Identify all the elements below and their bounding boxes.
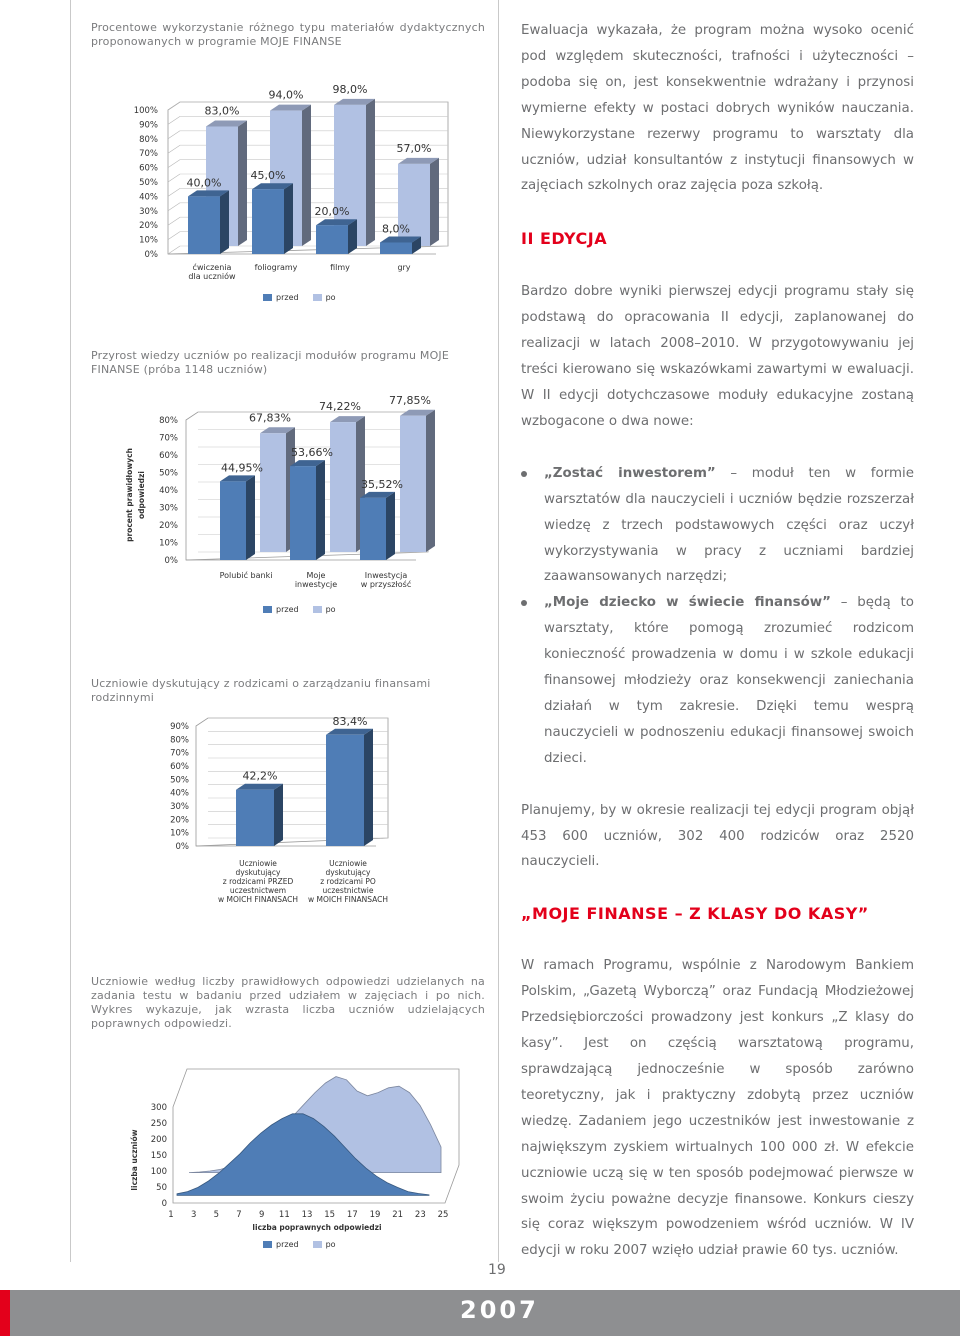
bar-przed (360, 498, 386, 560)
legend-before-swatch (263, 1241, 272, 1248)
category-label: z rodzicami PRZED (222, 877, 294, 886)
footer-accent (0, 1290, 10, 1336)
y-tick-label: 40% (139, 192, 158, 203)
y-tick-label: 150 (150, 1151, 167, 1161)
section-heading-konkurs: „MOJE FINANSE – Z KLASY DO KASY” (521, 904, 869, 924)
bar (236, 790, 274, 846)
category-label: w przyszłość (360, 580, 412, 589)
footer-bar (0, 1290, 960, 1336)
bar-przed-side (348, 219, 357, 254)
y-tick-label: 60% (159, 451, 178, 461)
chart1-caption: Procentowe wykorzystanie różnego typu materiałów dydaktycznych proponowanych w programie MOJE FINANSE (91, 21, 485, 48)
grid-diagonal (168, 131, 180, 139)
category-label: gry (397, 263, 411, 272)
data-label-po: 94,0% (268, 88, 304, 102)
chart3-caption: Uczniowie dyskutujący z rodzicami o zarządzaniu finansami rodzinnymi (91, 677, 431, 704)
legend-before-label: przed (276, 293, 299, 302)
y-tick-label: 80% (139, 134, 158, 145)
bullet-title: „Zostać inwestorem” (544, 465, 716, 481)
y-tick-label: 40% (159, 486, 178, 496)
y-tick-label: 10% (139, 235, 158, 246)
y-tick-label: 20% (159, 521, 178, 531)
category-label: dyskutujący (325, 868, 371, 877)
bullet-text: – moduł ten w formie warsztatów dla nauczycieli i uczniów będzie rozszerzał wiedzę z trzech podstawowych części oraz uczył wykorzystywania w pracy z uczniami bardziej zaawansowanych narzędzi; (544, 465, 914, 585)
bar-przed-side (284, 183, 293, 254)
data-label: 42,2% (242, 769, 278, 783)
y-tick-label: 100% (133, 106, 158, 116)
data-label-przed: 45,0% (250, 169, 286, 183)
y-tick-label: 70% (170, 748, 189, 759)
y-tick-label: 20% (170, 815, 189, 826)
article-column (521, 18, 914, 1264)
intro-paragraph: Ewaluacja wykazała, że program można wysoko ocenić pod względem skuteczności, trafności i użyteczności – podoba się on, jest konsekwentnie wdrażany i przynosi wymierne efekty w postaci dobrych wyników nauczania. Niewykorzystane rezerwy programu to warsztaty dla uczniów, udział konsultantów z instytucji finansowych w zajęciach szkolnych oraz zajęcia poza szkołą. (521, 23, 914, 194)
x-axis-title: liczba poprawnych odpowiedzi (252, 1223, 382, 1232)
x-tick-label: 7 (236, 1210, 242, 1220)
grid-diagonal (168, 246, 180, 254)
data-label-przed: 40,0% (186, 176, 222, 190)
bar-przed-side (220, 190, 229, 254)
category-label: uczestnictwie (322, 886, 374, 895)
bar-po-side (426, 410, 435, 552)
y-tick-label: 0% (164, 556, 178, 566)
bar-przed-side (386, 492, 395, 560)
grid-diagonal (168, 116, 180, 124)
bullet-title: „Moje dziecko w świecie finansów” (544, 595, 831, 611)
bar-po-side (238, 120, 247, 246)
data-label-po: 74,22% (319, 400, 361, 414)
data-label-przed: 20,0% (314, 205, 350, 219)
category-label: dyskutujący (235, 868, 281, 877)
x-tick-label: 5 (213, 1210, 220, 1220)
x-tick-label: 25 (437, 1210, 449, 1220)
grid-diagonal (168, 188, 180, 196)
data-label-przed: 35,52% (361, 477, 403, 491)
grid-diagonal (168, 160, 180, 168)
y-tick-label: 50% (170, 775, 189, 786)
bar-po (260, 433, 286, 552)
grid-diagonal (168, 232, 180, 240)
bar-przed (316, 225, 348, 254)
chart2-legend (263, 605, 336, 614)
bullet-item-moje-dziecko (521, 590, 914, 771)
x-tick-label: 17 (346, 1210, 358, 1220)
chart1-bar-chart (90, 82, 490, 300)
category-label: w MOICH FINANSACH (217, 895, 299, 904)
grid-diagonal (168, 174, 180, 182)
chart3-bar-chart (160, 710, 400, 910)
y-tick-label: 0% (175, 842, 189, 852)
y-tick-label: 10% (159, 538, 178, 549)
data-label-po: 98,0% (332, 82, 368, 96)
legend-after-label: po (325, 605, 336, 614)
legend-after-swatch (313, 606, 322, 613)
bar-side (274, 784, 283, 846)
data-label-po: 77,85% (389, 393, 431, 407)
category-label: uczestnictwem (229, 886, 287, 895)
grid-diagonal (168, 203, 180, 211)
y-tick-label: 30% (170, 802, 189, 812)
chart2-caption: Przyrost wiedzy uczniów po realizacji modułów programu MOJE FINANSE (próba 1148 uczniów) (91, 349, 450, 376)
legend-after-label: po (325, 293, 336, 302)
category-label: foliogramy (254, 263, 298, 272)
y-tick-label: 70% (159, 433, 178, 444)
category-label: w MOICH FINANSACH (307, 895, 389, 904)
y-tick-label: 0 (161, 1199, 167, 1209)
bar-przed (220, 481, 246, 560)
bar-przed (290, 466, 316, 560)
category-label: z rodzicami PO (320, 877, 376, 886)
y-tick-label: 90% (170, 722, 189, 732)
bar (326, 735, 364, 846)
y-tick-label: 40% (170, 788, 189, 799)
y-tick-label: 80% (159, 416, 178, 426)
y-tick-label: 100 (150, 1167, 167, 1177)
grid-diagonal (168, 145, 180, 153)
data-label: 83,4% (332, 714, 368, 728)
category-label: ćwiczenia (192, 263, 232, 272)
chart4-legend (263, 1240, 336, 1249)
x-tick-label: 19 (369, 1210, 381, 1220)
bar-po-side (430, 158, 439, 246)
category-label: Uczniowie (239, 859, 277, 868)
category-label: Uczniowie (329, 859, 367, 868)
bullet-dot-icon (521, 600, 527, 606)
data-label-przed: 8,0% (382, 222, 410, 236)
category-label: Polubić banki (219, 571, 273, 580)
y-tick-label: 50% (159, 468, 178, 479)
legend-before-swatch (263, 606, 272, 613)
bullet-item-zostac-inwestorem (521, 461, 914, 591)
grid-diagonal (168, 102, 180, 110)
bar-przed-side (316, 460, 325, 560)
bar-przed (188, 196, 220, 254)
x-tick-label: 11 (278, 1210, 290, 1220)
y-tick-label: 20% (139, 221, 158, 232)
chart1-legend (263, 293, 336, 302)
category-label: Inwestycja (364, 571, 408, 580)
data-label-po: 67,83% (249, 411, 291, 425)
category-label: dla uczniów (188, 272, 236, 281)
category-label: Moje (306, 571, 326, 580)
y-axis-title: odpowiedzi (137, 471, 146, 519)
y-tick-label: 80% (170, 735, 189, 746)
category-label: filmy (330, 263, 350, 272)
y-axis-title: liczba uczniów (130, 1129, 139, 1191)
footer-year: 2007 (460, 1296, 539, 1324)
chart4-caption: Uczniowie według liczby prawidłowych odpowiedzi udzielanych na zadania testu w badaniu przed udziałem w zajęciach i po nich. Wykres wykazuje, jak wzrasta liczba uczniów udzielających poprawnych odpowiedzi. (91, 975, 485, 1030)
bar-przed (252, 189, 284, 254)
y-tick-label: 60% (139, 163, 158, 174)
y-tick-label: 30% (159, 503, 178, 514)
x-tick-label: 1 (168, 1210, 174, 1220)
y-tick-label: 10% (170, 828, 189, 839)
legend-after-swatch (313, 294, 322, 301)
section-heading-edycja: II EDYCJA (521, 229, 608, 249)
x-tick-label: 3 (190, 1210, 197, 1220)
edycja-paragraph: Bardzo dobre wyniki pierwszej edycji programu stały się podstawą do opracowania II edycji, zaplanowanej do realizacji w latach 2008–2010. W przygotowywaniu jej treści kierowano się wskazówkami zawartymi w ewaluacji. W II edycji dotychczasowe moduły edukacyjne zostaną wzbogacone o dwa nowe: (521, 284, 914, 429)
grid-diagonal (168, 217, 180, 225)
data-label-przed: 53,66% (291, 446, 333, 460)
x-tick-label: 21 (392, 1210, 404, 1220)
y-tick-label: 60% (170, 762, 189, 772)
data-label-przed: 44,95% (221, 461, 263, 475)
bullet-dot-icon (521, 471, 527, 477)
y-tick-label: 50% (139, 178, 158, 188)
x-tick-label: 9 (258, 1210, 265, 1220)
x-tick-label: 23 (414, 1210, 426, 1220)
legend-before-label: przed (276, 605, 299, 614)
bar-po (330, 422, 356, 552)
category-label: inwestycje (294, 580, 338, 589)
y-tick-label: 50 (156, 1183, 167, 1193)
y-axis-title: procent prawidłowych (125, 448, 134, 542)
bar-po-side (302, 105, 311, 246)
data-label-po: 83,0% (204, 104, 240, 118)
y-tick-label: 300 (150, 1103, 167, 1113)
chart2-bar-chart (120, 393, 440, 600)
legend-after-swatch (313, 1241, 322, 1248)
y-tick-label: 0% (144, 250, 158, 260)
chart4-area-chart (125, 1060, 465, 1235)
legend-before-swatch (263, 294, 272, 301)
y-tick-label: 90% (139, 120, 158, 131)
bar-przed-side (246, 475, 255, 560)
legend-after-label: po (325, 1240, 336, 1249)
y-tick-label: 30% (139, 206, 158, 217)
bar-side (364, 729, 373, 846)
plan-paragraph: Planujemy, by w okresie realizacji tej edycji program objął 453 600 uczniów, 302 400 rodziców oraz 2520 nauczycieli. (521, 802, 914, 870)
x-tick-label: 15 (324, 1210, 336, 1220)
y-tick-label: 70% (139, 149, 158, 160)
page-number: 19 (488, 1262, 506, 1278)
legend-before-label: przed (276, 1240, 299, 1249)
bar-po-side (366, 99, 375, 246)
konkurs-paragraph: W ramach Programu, wspólnie z Narodowym Bankiem Polskim, „Gazetą Wyborczą” oraz Fundacją Młodzieżowej Przedsiębiorczości prowadzony jest konkurs „Z klasy do kasy”. Jest on częścią warsztatową programu, sprawdzającą jednocześnie w sposób zarówno teoretyczny, jak i praktyczny zdobytą przez uczniów wiedzę. Zadaniem jego uczestników jest inwestowanie z największym zyskiem wirtualnych 100 000 zł. W efekcie uczniowie uczą się w ten sposób podejmować pierwsze w swoim życiu poważne decyzje finansowe. Konkurs cieszy się coraz większym powodzeniem wśród uczniów. W IV edycji w roku 2007 wzięło udział prawie 60 tys. uczniów. (521, 958, 914, 1259)
bullet-text: – będą to warsztaty, które pomogą zrozumieć rodzicom konieczność prowadzenia w domu i w szkole edukacji finansowej młodzieży oraz konsekwencji zaniechania działań w tym zakresie. Dzięki temu wesprą nauczycieli w podnoszeniu edukacji finansowej swoich dzieci. (544, 595, 914, 766)
y-tick-label: 200 (150, 1135, 167, 1145)
bar-po (400, 416, 426, 552)
data-label-po: 57,0% (396, 141, 432, 155)
bar-przed (380, 242, 412, 254)
x-tick-label: 13 (301, 1210, 313, 1220)
y-tick-label: 250 (150, 1119, 167, 1129)
